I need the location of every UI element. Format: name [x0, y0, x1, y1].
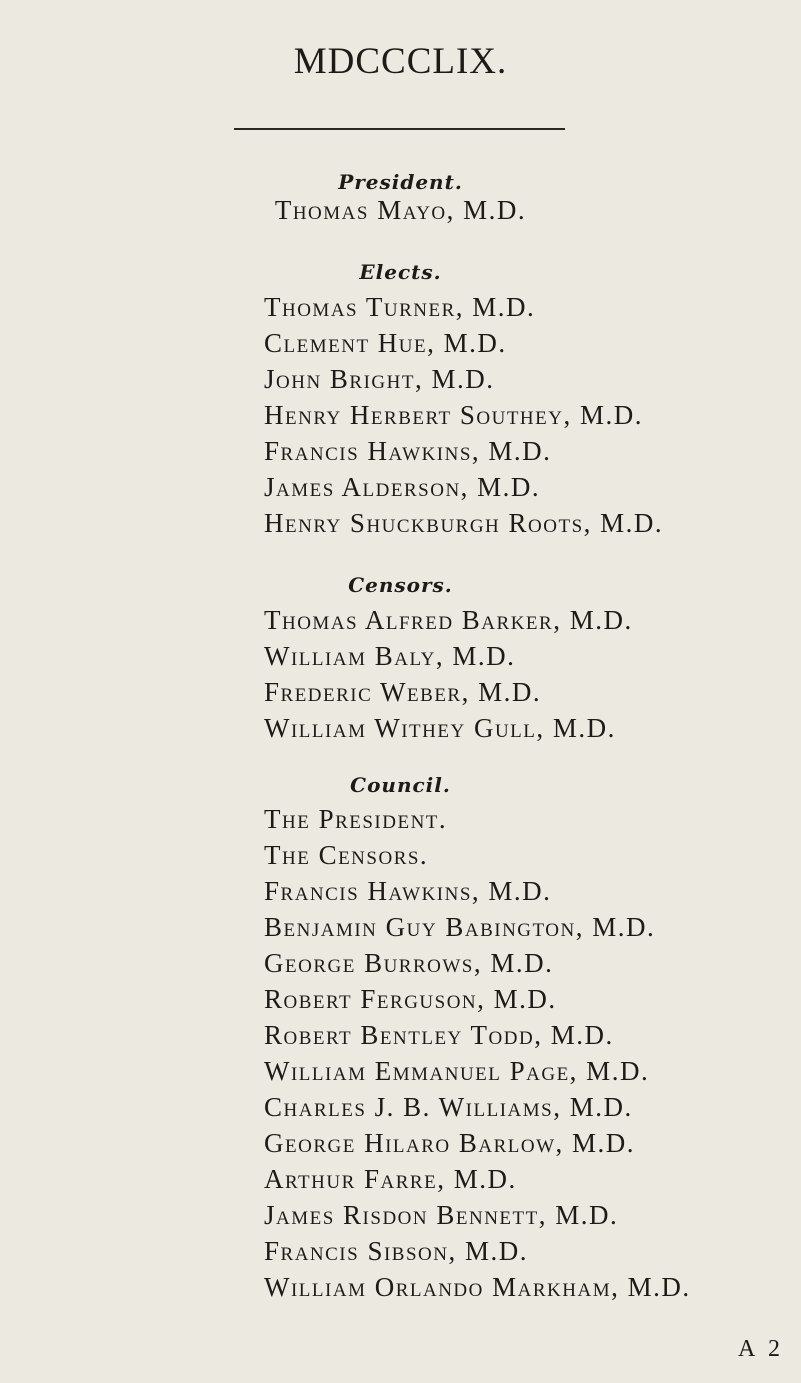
- censor-name: Thomas Alfred Barker, M.D.: [264, 605, 633, 635]
- elect-name: Henry Shuckburgh Roots, M.D.: [264, 508, 664, 538]
- council-member: Benjamin Guy Babington, M.D.: [264, 912, 656, 942]
- council-member: Charles J. B. Williams, M.D.: [264, 1092, 633, 1122]
- council-member: The President.: [264, 804, 448, 834]
- elect-name: Henry Herbert Southey, M.D.: [264, 400, 643, 430]
- elect-name: Thomas Turner, M.D.: [264, 292, 536, 322]
- council-heading: Council.: [350, 773, 451, 797]
- council-member: William Emmanuel Page, M.D.: [264, 1056, 650, 1086]
- elects-heading: Elects.: [359, 260, 442, 284]
- signature-mark: A 2: [738, 1336, 785, 1362]
- elect-name: John Bright, M.D.: [264, 364, 495, 394]
- elect-name: Clement Hue, M.D.: [264, 328, 507, 358]
- council-member: Francis Hawkins, M.D.: [264, 876, 552, 906]
- council-member: Arthur Farre, M.D.: [264, 1164, 517, 1194]
- censors-heading: Censors.: [348, 573, 453, 597]
- elect-name: Francis Hawkins, M.D.: [264, 436, 552, 466]
- council-member: James Risdon Bennett, M.D.: [264, 1200, 619, 1230]
- president-heading: President.: [338, 170, 463, 194]
- council-member: Robert Ferguson, M.D.: [264, 984, 557, 1014]
- president-name: Thomas Mayo, M.D.: [274, 195, 527, 225]
- header-rule: [234, 128, 565, 130]
- council-member: George Burrows, M.D.: [264, 948, 554, 978]
- elect-name: James Alderson, M.D.: [264, 472, 541, 502]
- council-member: Robert Bentley Todd, M.D.: [264, 1020, 614, 1050]
- council-member: George Hilaro Barlow, M.D.: [264, 1128, 636, 1158]
- censor-name: William Withey Gull, M.D.: [264, 713, 616, 743]
- council-member: Francis Sibson, M.D.: [264, 1236, 528, 1266]
- page-header: MDCCCLIX.: [293, 41, 508, 82]
- council-member: William Orlando Markham, M.D.: [264, 1272, 691, 1302]
- censor-name: Frederic Weber, M.D.: [264, 677, 542, 707]
- censor-name: William Baly, M.D.: [264, 641, 516, 671]
- council-member: The Censors.: [264, 840, 429, 870]
